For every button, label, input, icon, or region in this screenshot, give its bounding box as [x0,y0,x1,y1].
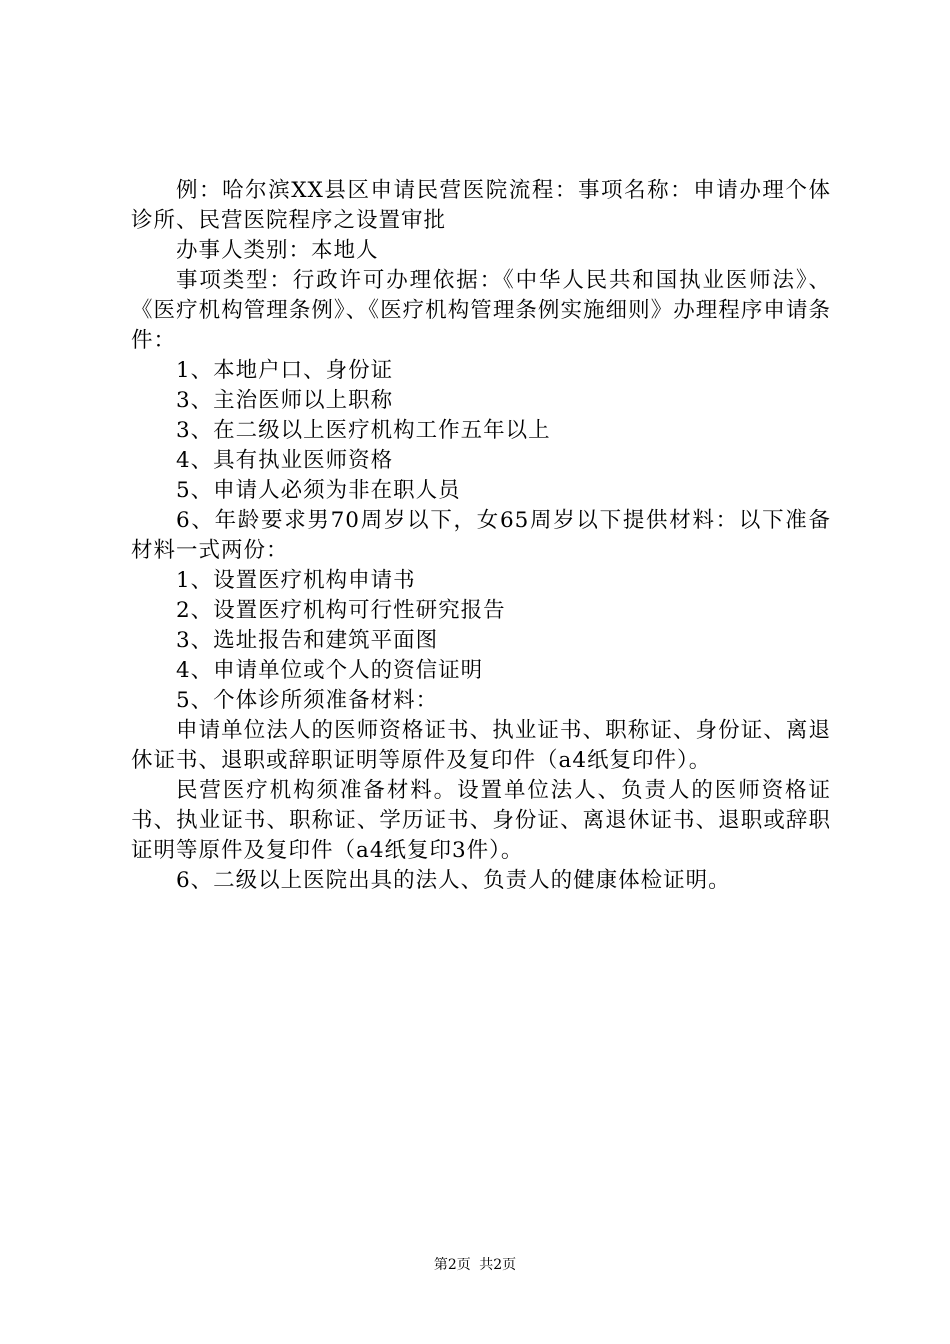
page-number-current: 第2页 [433,1257,471,1273]
paragraph-applicant-type: 办事人类别：本地人 [176,238,379,263]
material-item: 3、选址报告和建筑平面图 [176,628,439,653]
material-item: 6、二级以上医院出具的法人、负责人的健康体检证明。 [176,868,731,893]
condition-item: 6、年龄要求男70周岁以下，女65周岁以下提供材料：以下准备材料一式两份： [131,508,831,563]
material-item: 5、个体诊所须准备材料： [176,688,439,713]
document-body [131,176,831,896]
condition-item: 3、在二级以上医疗机构工作五年以上 [176,418,551,443]
paragraph-clinic-materials: 申请单位法人的医师资格证书、执业证书、职称证、身份证、离退休证书、退职或辞职证明等原件及复印件（a4纸复印件）。 [131,718,831,773]
material-item: 2、设置医疗机构可行性研究报告 [176,598,506,623]
page-number-total: 共2页 [479,1257,517,1273]
paragraph-item-type: 事项类型：行政许可办理依据：《中华人民共和国执业医师法》、《医疗机构管理条例》、《医疗机构管理条例实施细则》办理程序申请条件： [131,268,831,353]
paragraph-private-hospital-materials: 民营医疗机构须准备材料。设置单位法人、负责人的医师资格证书、执业证书、职称证、学历证书、身份证、离退休证书、退职或辞职证明等原件及复印件（a4纸复印3件）。 [131,778,831,863]
condition-item: 4、具有执业医师资格 [176,448,394,473]
material-item: 1、设置医疗机构申请书 [176,568,416,593]
page-footer [0,1255,950,1275]
condition-item: 5、申请人必须为非在职人员 [176,478,461,503]
paragraph-intro: 例：哈尔滨XX县区申请民营医院流程：事项名称：申请办理个体诊所、民营医院程序之设置审批 [131,178,831,233]
condition-item: 3、主治医师以上职称 [176,388,394,413]
material-item: 4、申请单位或个人的资信证明 [176,658,484,683]
condition-item: 1、本地户口、身份证 [176,358,394,383]
